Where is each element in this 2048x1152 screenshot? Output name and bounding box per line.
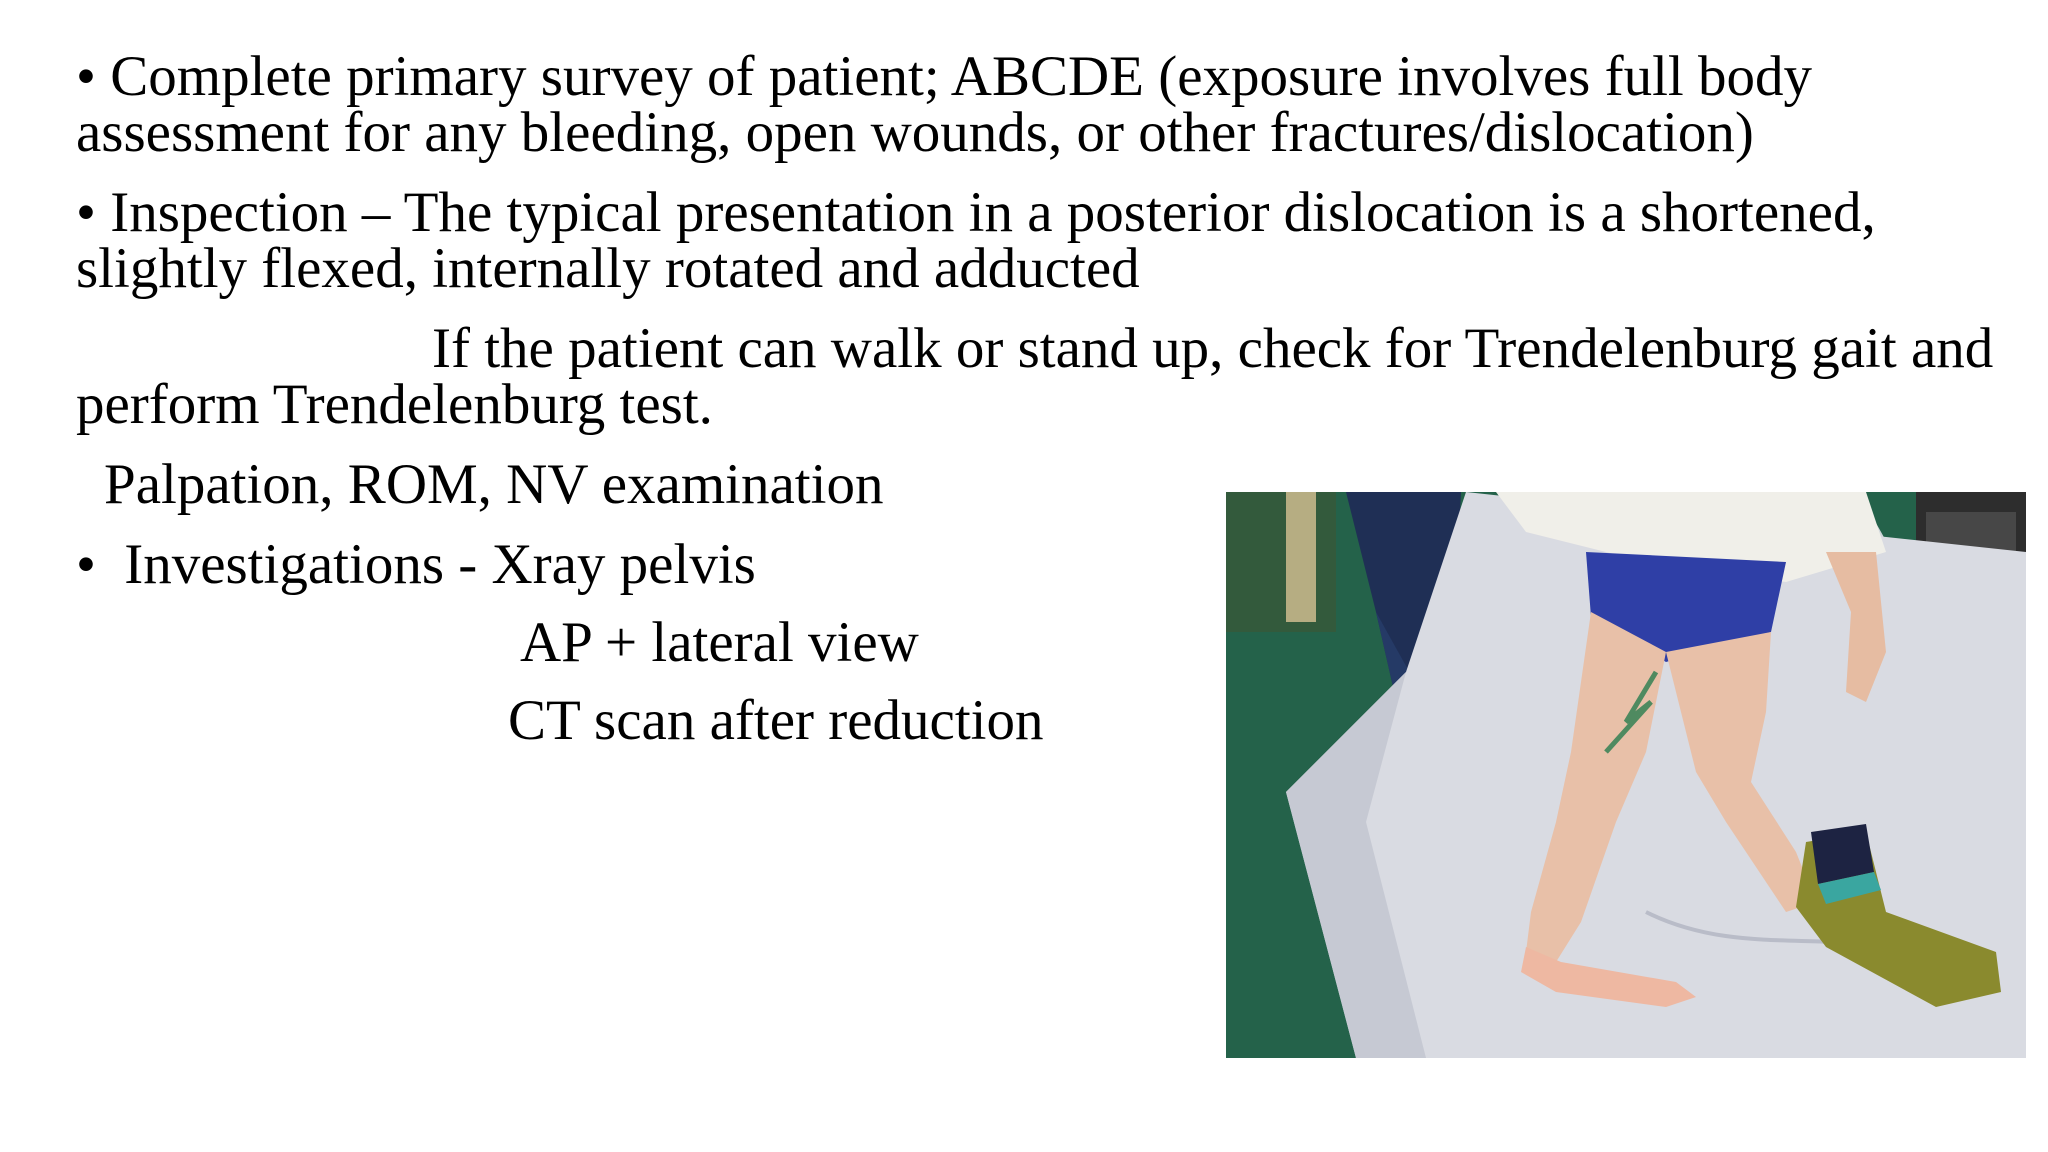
investigations-subline-1: AP + lateral view [520,611,919,674]
bullet-marker: • [76,45,96,108]
bullet-text: Inspection – The typical presentation in a posterior dislocation is a shortened, [110,181,1876,244]
investigations-subline-2: CT scan after reduction [508,689,1044,752]
bullet-1-line-2: assessment for any bleeding, open wounds, or other fractures/dislocation) [76,101,1754,164]
patient-on-stretcher-photo [1226,492,2026,1058]
trendelenburg-line-1: If the patient can walk or stand up, check for Trendelenburg gait and [432,317,1994,380]
investigations-label: Investigations - Xray pelvis [124,533,756,596]
investigations-line [76,533,756,596]
bullet-2-line-1 [76,181,1876,244]
palpation-line: Palpation, ROM, NV examination [104,453,884,516]
bullet-1-line-1 [76,45,1813,108]
bullet-marker: • [76,181,96,244]
bullet-marker: • [76,533,96,596]
bullet-2-line-2: slightly flexed, internally rotated and adducted [76,237,1140,300]
bullet-text: Complete primary survey of patient; ABCDE (exposure involves full body [110,45,1813,108]
trendelenburg-line-2: perform Trendelenburg test. [76,373,713,436]
